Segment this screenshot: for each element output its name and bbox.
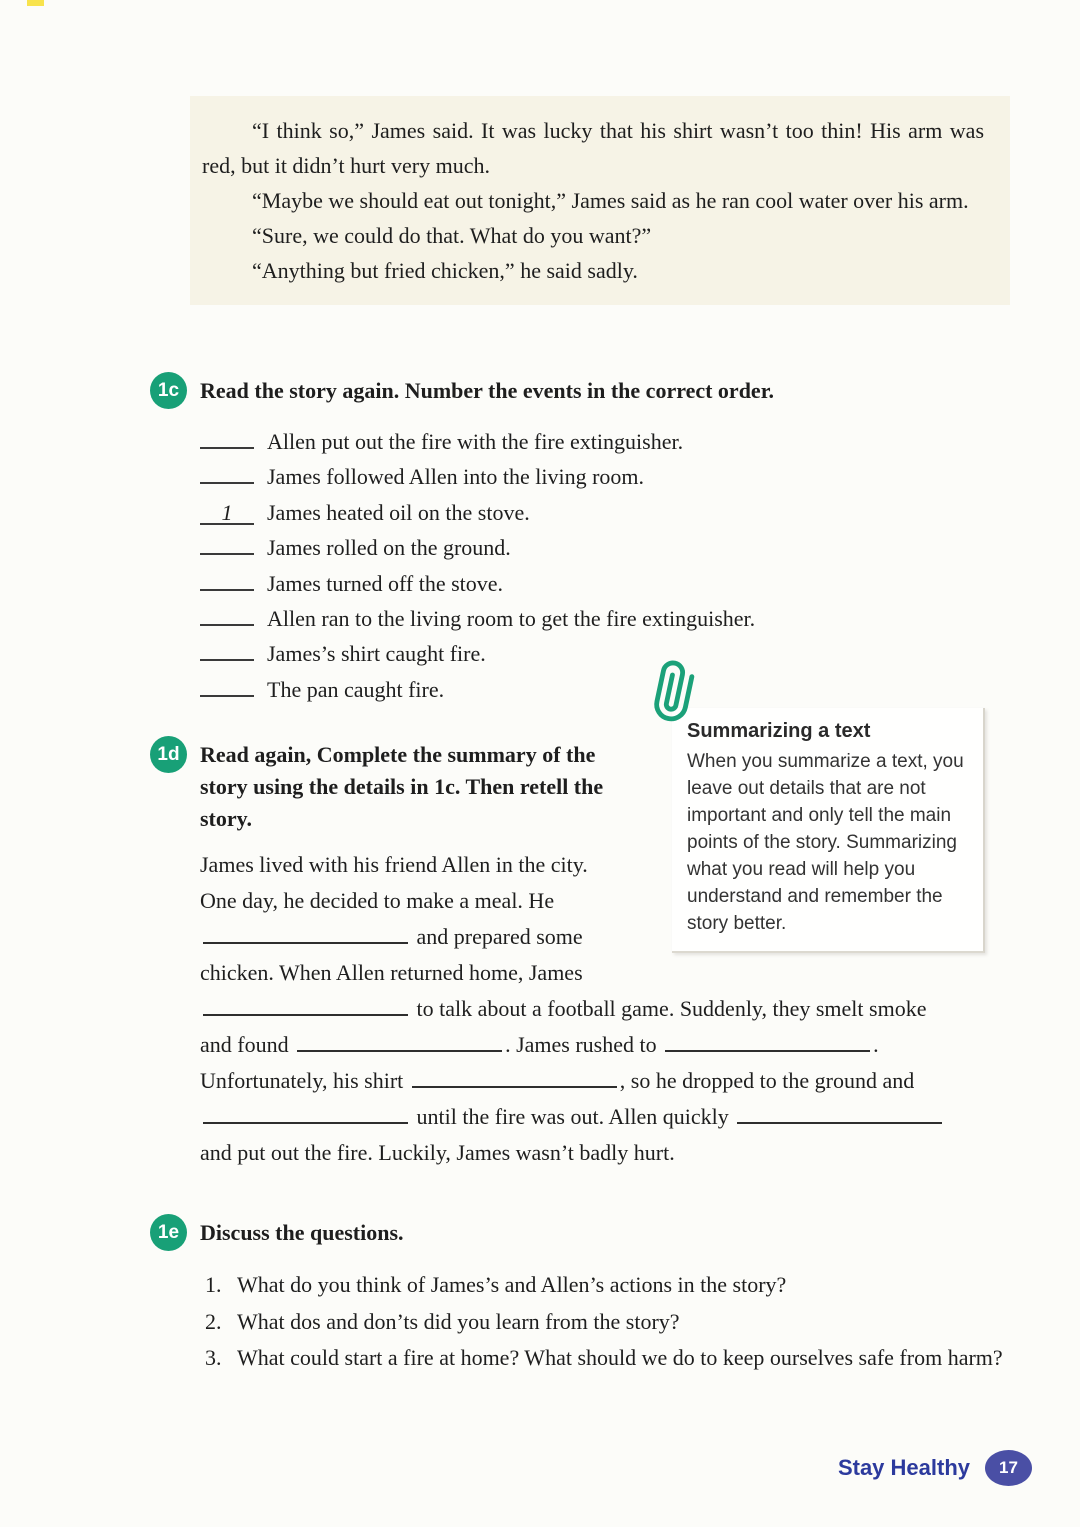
event-text: Allen ran to the living room to get the fire extinguisher. — [267, 606, 756, 632]
event-text: James followed Allen into the living room. — [267, 464, 645, 490]
event-row — [200, 530, 1030, 565]
event-number-blank[interactable] — [200, 425, 254, 449]
story-paragraph: “Anything but fried chicken,” he said sadly. — [252, 258, 638, 283]
questions-list — [205, 1267, 1030, 1377]
event-row — [200, 636, 1030, 671]
story-paragraph: “I think so,” James said. It was lucky that his shirt wasn’t too thin! His arm was red, but it didn’t hurt very much. — [202, 118, 984, 178]
exercise-1c-instruction: Read the story again. Number the events in the correct order. — [200, 378, 774, 403]
summary-fill-blank[interactable] — [203, 1114, 408, 1124]
event-row — [200, 601, 1030, 636]
question-number: 2. — [205, 1308, 222, 1334]
summary-fill-blank[interactable] — [203, 1006, 408, 1016]
exercise-1c-badge: 1c — [150, 372, 187, 409]
summary-text-segment: , so he dropped to the ground and — [619, 1068, 915, 1093]
tip-box-body: When you summarize a text, you leave out details that are not important and only tell the main points of the story. Summarizing what you read will help you understand and remember the story better. — [687, 751, 964, 934]
question-text: What could start a fire at home? What should we do to keep ourselves safe from harm? — [237, 1345, 1003, 1370]
question-text: What dos and don’ts did you learn from the story? — [237, 1308, 680, 1334]
event-row — [200, 672, 1030, 707]
summary-text-segment: until the fire was out. Allen quickly — [411, 1104, 735, 1129]
exercise-1d-section — [150, 720, 964, 1171]
question-row — [205, 1267, 1030, 1304]
question-number: 3. — [205, 1345, 222, 1370]
event-number-blank[interactable] — [200, 637, 254, 661]
summary-text-segment: and prepared some chicken. When Allen returned home, James — [200, 924, 583, 985]
question-text: What do you think of James’s and Allen’s actions in the story? — [237, 1272, 787, 1297]
story-paragraphs — [202, 113, 984, 288]
event-row — [200, 424, 1030, 459]
exercise-1d-badge: 1d — [150, 736, 187, 773]
scan-artifact — [27, 0, 44, 6]
event-number-blank[interactable] — [200, 567, 254, 591]
event-number-blank[interactable] — [200, 531, 254, 555]
event-row — [200, 459, 1030, 494]
event-text: James rolled on the ground. — [267, 535, 511, 561]
exercise-1e-badge: 1e — [150, 1214, 187, 1251]
summary-fill-blank[interactable] — [412, 1078, 617, 1088]
event-text: James heated oil on the stove. — [267, 499, 530, 525]
summary-fill-blank[interactable] — [203, 934, 408, 944]
event-number-blank[interactable]: 1 — [200, 501, 254, 525]
unit-title: Stay Healthy — [837, 1455, 970, 1480]
exercise-1c-section — [150, 371, 1030, 707]
summary-text-segment: and put out the fire. Luckily, James wasn’t badly hurt. — [200, 1140, 675, 1165]
exercise-1c-header — [150, 371, 1030, 409]
event-text: Allen put out the fire with the fire extinguisher. — [267, 429, 684, 454]
story-paragraph: “Maybe we should eat out tonight,” James said as he ran cool water over his arm. — [252, 188, 969, 213]
exercise-1d-instruction: Read again, Complete the summary of the story using the details in 1c. Then retell the story. — [200, 742, 604, 831]
exercise-1e-instruction: Discuss the questions. — [200, 1220, 404, 1245]
summary-fill-blank[interactable] — [665, 1042, 870, 1052]
event-text: James’s shirt caught fire. — [267, 641, 486, 667]
summary-fill-blank[interactable] — [297, 1042, 502, 1052]
summary-text-segment: to talk about a football game. Suddenly, they smelt smoke and found — [200, 996, 927, 1057]
story-paragraph: “Sure, we could do that. What do you want?” — [252, 223, 652, 248]
exercise-1e-section — [150, 1213, 1030, 1377]
event-number-blank[interactable] — [200, 673, 254, 697]
page-footer — [0, 1450, 1032, 1486]
exercise-1e-header — [150, 1213, 1030, 1251]
tip-box-title: Summarizing a text — [687, 720, 871, 742]
event-number-blank[interactable] — [200, 602, 254, 626]
summary-text-segment: . James rushed to — [505, 1032, 663, 1057]
summary-fill-blank[interactable] — [737, 1114, 942, 1124]
story-excerpt-box — [190, 96, 1010, 305]
event-text: James turned off the stove. — [267, 570, 504, 596]
summary-text-segment: James lived with his friend Allen in the city. One day, he decided to make a meal. He — [200, 852, 588, 913]
exercise-1d-header — [150, 735, 622, 835]
page-number-badge: 17 — [985, 1450, 1032, 1486]
event-text: The pan caught fire. — [267, 676, 445, 702]
event-row — [200, 495, 1030, 530]
tip-box — [672, 708, 985, 953]
summary-text-segment: . Unfortunately, his shirt — [200, 1032, 879, 1093]
event-row — [200, 566, 1030, 601]
question-row — [205, 1304, 1030, 1341]
question-number: 1. — [205, 1272, 222, 1297]
events-list — [200, 424, 1030, 707]
event-number-blank[interactable] — [200, 460, 254, 484]
question-row — [205, 1340, 1030, 1377]
